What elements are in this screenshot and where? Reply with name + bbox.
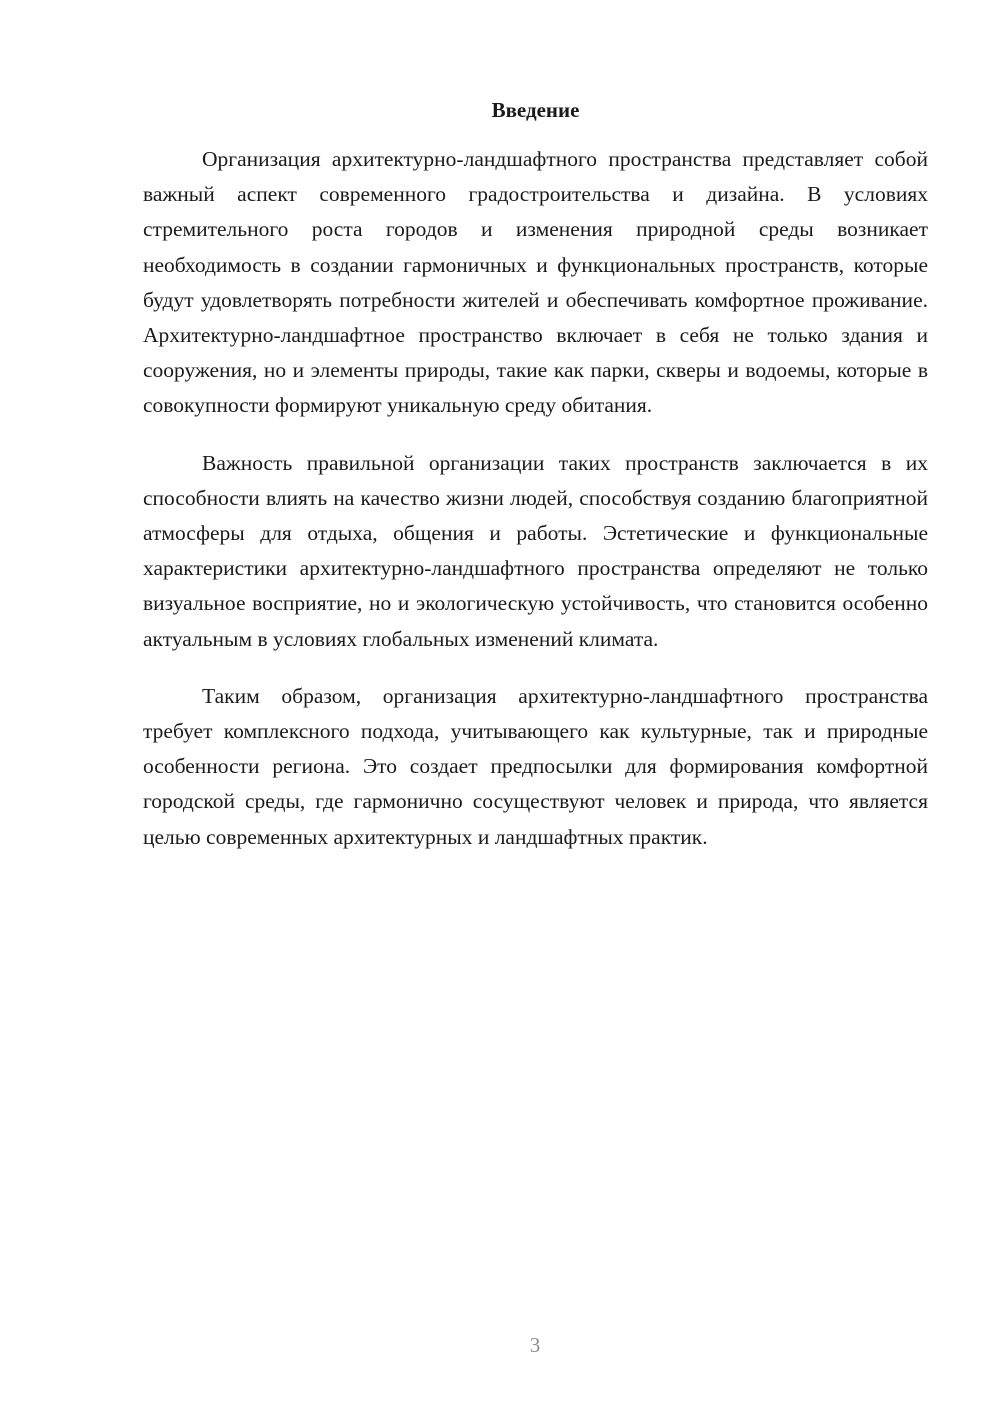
paragraph-3: Таким образом, организация архитектурно-ландшафтного пространства требует комплексного подхода, учитывающего как культурные, так и природные особенности региона. Это создает предпосылки для формирования комфортной городской среды, где гармонично сосуществуют человек и природа, что является целью современных архитектурных и ландшафтных практик. [143, 683, 928, 849]
page-body [143, 95, 928, 877]
page-number: 3 [529, 1333, 541, 1357]
paragraph-2: Важность правильной организации таких пространств заключается в их способности влиять на качество жизни людей, способствуя созданию благоприятной атмосферы для отдыха, общения и работы. Эстетические и функциональные характеристики архитектурно-ландшафтного пространства определяют не только визуальное восприятие, но и экологическую устойчивость, что становится особенно актуальным в условиях глобальных изменений климата. [143, 450, 928, 651]
paragraph-1: Организация архитектурно-ландшафтного пространства представляет собой важный аспект современного градостроительства и дизайна. В условиях стремительного роста городов и изменения природной среды возникает необходимость в создании гармоничных и функциональных пространств, которые будут удовлетворять потребности жителей и обеспечивать комфортное проживание. Архитектурно-ландшафтное пространство включает в себя не только здания и сооружения, но и элементы природы, такие как парки, скверы и водоемы, которые в совокупности формируют уникальную среду обитания. [143, 147, 928, 418]
section-title: Введение [491, 98, 580, 122]
